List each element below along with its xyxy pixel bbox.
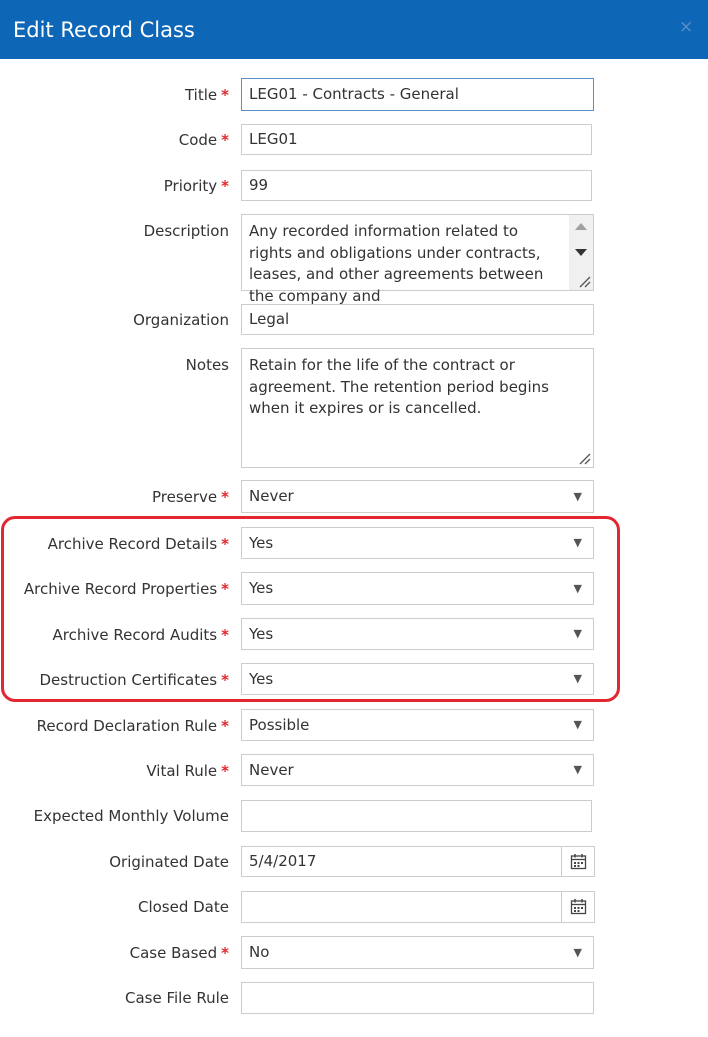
required-marker: *	[221, 86, 229, 104]
case-file-rule-label: Case File Rule	[125, 989, 229, 1007]
case-based-label: Case Based *	[129, 944, 229, 962]
title-label: Title *	[184, 86, 229, 104]
chevron-down-icon: ▼	[573, 536, 582, 549]
closed-date-label: Closed Date	[137, 898, 229, 916]
case-file-rule-input[interactable]	[241, 982, 594, 1014]
originated-date-label: Originated Date	[109, 853, 229, 871]
vital-rule-label: Vital Rule *	[146, 762, 229, 780]
expected-monthly-volume-label: Expected Monthly Volume	[33, 807, 229, 825]
originated-date-picker-button[interactable]	[561, 847, 594, 876]
title-input[interactable]: LEG01 - Contracts - General	[241, 78, 594, 111]
dialog-header	[0, 0, 708, 59]
vital-rule-select[interactable]: Never ▼	[241, 754, 594, 786]
required-marker: *	[221, 762, 229, 780]
scroll-up-icon[interactable]	[575, 223, 587, 230]
resize-grip-icon[interactable]	[577, 274, 591, 288]
required-marker: *	[221, 131, 229, 149]
resize-grip-icon[interactable]	[577, 451, 591, 465]
chevron-down-icon: ▼	[573, 627, 582, 640]
chevron-down-icon: ▼	[573, 763, 582, 776]
preserve-label: Preserve *	[151, 488, 229, 506]
organization-input[interactable]: Legal	[241, 304, 594, 335]
code-label: Code *	[178, 131, 229, 149]
record-declaration-rule-select[interactable]: Possible ▼	[241, 709, 594, 741]
required-marker: *	[221, 535, 229, 553]
closed-date-picker-button[interactable]	[561, 892, 594, 922]
required-marker: *	[221, 944, 229, 962]
case-based-select[interactable]: No ▼	[241, 936, 594, 969]
description-label: Description	[143, 222, 229, 240]
required-marker: *	[221, 717, 229, 735]
notes-text: Retain for the life of the contract or agreement. The retention period begins when it expires or is cancelled.	[249, 356, 549, 417]
required-marker: *	[221, 177, 229, 195]
chevron-down-icon: ▼	[573, 582, 582, 595]
code-input[interactable]: LEG01	[241, 124, 592, 155]
dialog-title: Edit Record Class	[13, 18, 195, 42]
archive-record-details-label: Archive Record Details *	[47, 535, 229, 553]
archive-record-properties-select[interactable]: Yes ▼	[241, 572, 594, 605]
archive-record-audits-select[interactable]: Yes ▼	[241, 618, 594, 650]
required-marker: *	[221, 626, 229, 644]
required-marker: *	[221, 580, 229, 598]
priority-input[interactable]: 99	[241, 170, 592, 201]
organization-label: Organization	[133, 311, 229, 329]
description-textarea[interactable]	[241, 214, 594, 305]
closed-date-input[interactable]	[241, 891, 595, 923]
close-icon[interactable]: ×	[679, 17, 694, 37]
calendar-icon	[570, 853, 587, 870]
chevron-down-icon: ▼	[573, 946, 582, 959]
chevron-down-icon: ▼	[573, 672, 582, 685]
highlight-box	[1, 516, 620, 702]
originated-date-input[interactable]: 5/4/2017	[241, 846, 595, 877]
notes-textarea[interactable]	[241, 348, 594, 468]
notes-label: Notes	[185, 356, 229, 374]
record-declaration-rule-label: Record Declaration Rule *	[36, 717, 229, 735]
scroll-down-icon[interactable]	[575, 249, 587, 256]
required-marker: *	[221, 488, 229, 506]
description-text: Any recorded information related to rights and obligations under contracts, leases, and other agreements between the company and	[249, 222, 544, 305]
archive-record-details-select[interactable]: Yes ▼	[241, 527, 594, 559]
expected-monthly-volume-input[interactable]	[241, 800, 592, 832]
required-marker: *	[221, 671, 229, 689]
calendar-icon	[570, 898, 587, 915]
preserve-select[interactable]: Never ▼	[241, 480, 594, 513]
archive-record-audits-label: Archive Record Audits *	[52, 626, 229, 644]
destruction-certificates-select[interactable]: Yes ▼	[241, 663, 594, 695]
archive-record-properties-label: Archive Record Properties *	[23, 580, 229, 598]
chevron-down-icon: ▼	[573, 490, 582, 503]
destruction-certificates-label: Destruction Certificates *	[39, 671, 229, 689]
description-scrollbar[interactable]	[569, 215, 593, 290]
chevron-down-icon: ▼	[573, 718, 582, 731]
priority-label: Priority *	[163, 177, 229, 195]
